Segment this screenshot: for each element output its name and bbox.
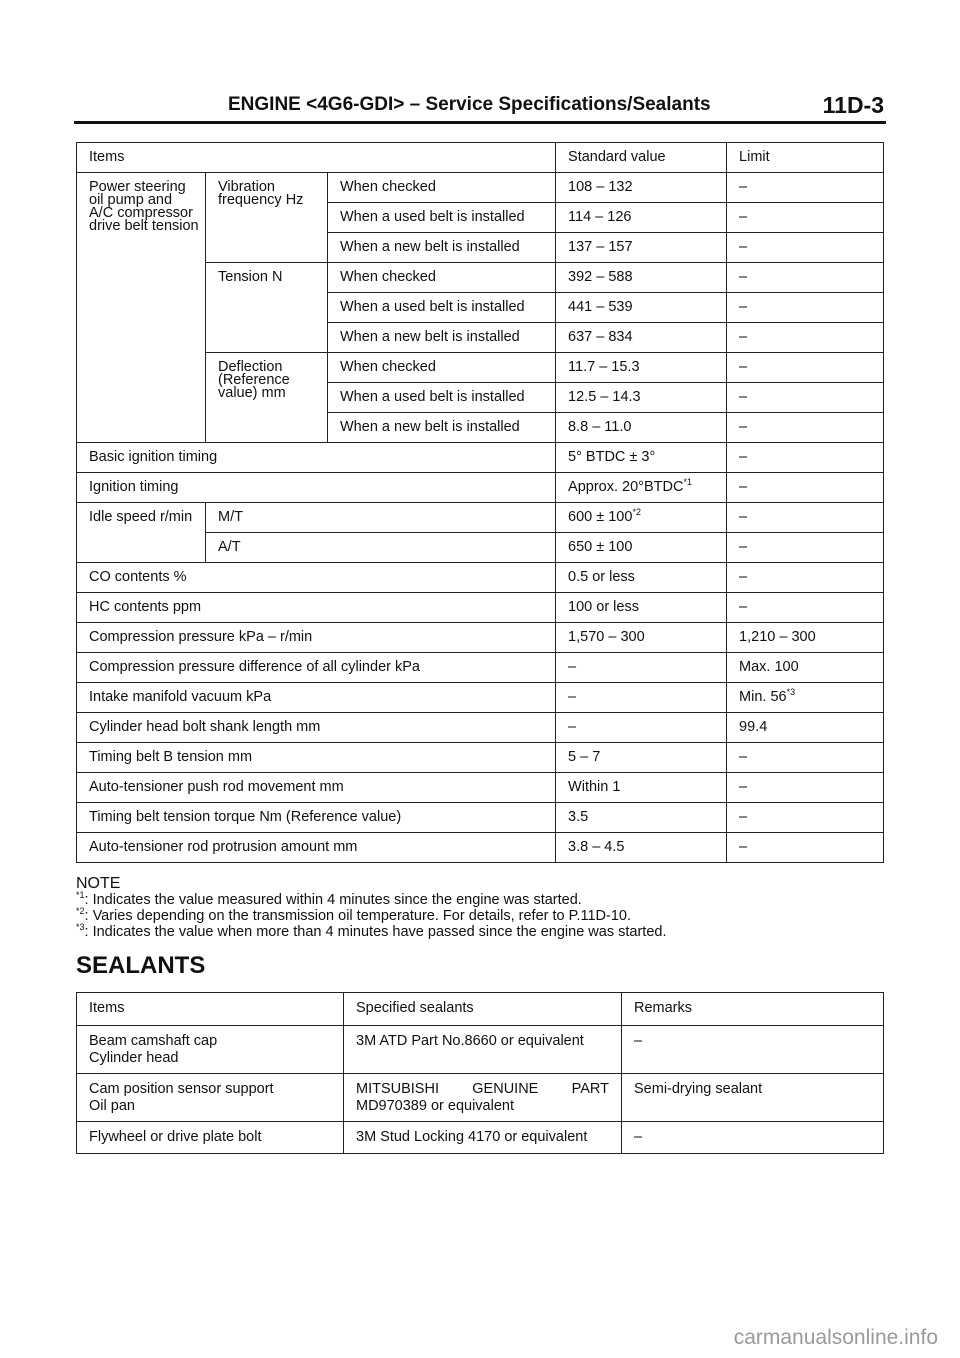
limit-cell: – bbox=[727, 173, 884, 203]
limit-cell: – bbox=[727, 383, 884, 413]
page-number: 11D-3 bbox=[822, 92, 884, 118]
footnote-mark: *3 bbox=[76, 922, 85, 933]
limit-cell: 99.4 bbox=[727, 713, 884, 743]
standard-cell: Within 1 bbox=[556, 773, 727, 803]
table-row bbox=[77, 773, 884, 803]
limit-cell: – bbox=[727, 353, 884, 383]
table-header-row bbox=[77, 993, 884, 1026]
item-cell: Basic ignition timing bbox=[77, 443, 556, 473]
limit-cell: 1,210 – 300 bbox=[727, 623, 884, 653]
limit-cell: – bbox=[727, 203, 884, 233]
standard-cell: 5° BTDC ± 3° bbox=[556, 443, 727, 473]
remarks-cell: – bbox=[622, 1026, 884, 1074]
standard-cell: 392 – 588 bbox=[556, 263, 727, 293]
standard-cell: – bbox=[556, 683, 727, 713]
note-text: : Varies depending on the transmission oil temperature. For details, refer to P.11D-10. bbox=[84, 908, 631, 924]
table-row bbox=[77, 803, 884, 833]
note-item bbox=[76, 892, 896, 908]
standard-cell: 5 – 7 bbox=[556, 743, 727, 773]
limit-value: Min. 56 bbox=[739, 689, 787, 705]
standard-cell: – bbox=[556, 713, 727, 743]
sealants-table bbox=[76, 992, 884, 1154]
group-label-line: value) mm bbox=[218, 385, 286, 401]
limit-cell: – bbox=[727, 293, 884, 323]
footnote-mark: *2 bbox=[632, 507, 641, 518]
item-cell: Timing belt B tension mm bbox=[77, 743, 556, 773]
limit-cell: – bbox=[727, 773, 884, 803]
table-row bbox=[77, 1122, 884, 1154]
table-row bbox=[77, 713, 884, 743]
item-line: Cam position sensor support bbox=[89, 1081, 274, 1097]
item-cell: CO contents % bbox=[77, 563, 556, 593]
note-item bbox=[76, 908, 896, 924]
limit-cell: Max. 100 bbox=[727, 653, 884, 683]
remarks-cell: Semi-drying sealant bbox=[622, 1074, 884, 1122]
group-label-line: frequency Hz bbox=[218, 192, 304, 208]
group-label-tension bbox=[206, 263, 328, 353]
condition-cell: When a used belt is installed bbox=[328, 383, 556, 413]
table-row bbox=[77, 743, 884, 773]
note-block bbox=[76, 876, 896, 940]
sealant-line bbox=[356, 1081, 621, 1098]
limit-cell: – bbox=[727, 803, 884, 833]
sealant-cell bbox=[344, 1074, 622, 1122]
header-remarks: Remarks bbox=[622, 993, 884, 1026]
standard-value: 600 ± 100 bbox=[568, 509, 633, 525]
sealant-cell bbox=[344, 1026, 622, 1074]
standard-cell: 12.5 – 14.3 bbox=[556, 383, 727, 413]
standard-cell: 100 or less bbox=[556, 593, 727, 623]
limit-cell bbox=[727, 683, 884, 713]
limit-cell: – bbox=[727, 263, 884, 293]
item-cell: Idle speed r/min bbox=[77, 503, 206, 563]
standard-cell: 11.7 – 15.3 bbox=[556, 353, 727, 383]
table-row bbox=[77, 563, 884, 593]
standard-cell: 108 – 132 bbox=[556, 173, 727, 203]
standard-cell: 650 ± 100 bbox=[556, 533, 727, 563]
header-sealants: Specified sealants bbox=[344, 993, 622, 1026]
standard-cell: 441 – 539 bbox=[556, 293, 727, 323]
sealant-line: 3M ATD Part No.8660 or equivalent bbox=[356, 1033, 584, 1049]
items-cell bbox=[77, 1122, 344, 1154]
table-row bbox=[77, 623, 884, 653]
service-spec-table bbox=[76, 142, 884, 863]
item-cell: Timing belt tension torque Nm (Reference value) bbox=[77, 803, 556, 833]
footnote-mark: *2 bbox=[76, 906, 85, 917]
item-line: A/C compressor bbox=[89, 205, 193, 221]
limit-cell: – bbox=[727, 233, 884, 263]
item-cell: Cylinder head bolt shank length mm bbox=[77, 713, 556, 743]
limit-cell: – bbox=[727, 593, 884, 623]
items-cell bbox=[77, 1026, 344, 1074]
group-label-vibration bbox=[206, 173, 328, 263]
condition-cell: When checked bbox=[328, 263, 556, 293]
limit-cell: – bbox=[727, 413, 884, 443]
condition-cell: When a new belt is installed bbox=[328, 323, 556, 353]
standard-cell: 8.8 – 11.0 bbox=[556, 413, 727, 443]
header-standard: Standard value bbox=[556, 143, 727, 173]
item-line: Power steering bbox=[89, 179, 186, 195]
note-title: NOTE bbox=[76, 875, 121, 892]
limit-cell: – bbox=[727, 503, 884, 533]
sub-item-cell: M/T bbox=[206, 503, 556, 533]
sealant-word: MITSUBISHI bbox=[356, 1081, 439, 1097]
condition-cell: When checked bbox=[328, 353, 556, 383]
item-line: Flywheel or drive plate bolt bbox=[89, 1129, 262, 1145]
limit-cell: – bbox=[727, 323, 884, 353]
limit-cell: – bbox=[727, 473, 884, 503]
sealant-line: 3M Stud Locking 4170 or equivalent bbox=[356, 1129, 588, 1145]
table-row bbox=[77, 503, 884, 533]
group-label-line: Vibration bbox=[218, 179, 275, 195]
item-cell: Ignition timing bbox=[77, 473, 556, 503]
item-cell: Compression pressure kPa – r/min bbox=[77, 623, 556, 653]
condition-cell: When a new belt is installed bbox=[328, 413, 556, 443]
table-header-row bbox=[77, 143, 884, 173]
remarks-cell: – bbox=[622, 1122, 884, 1154]
standard-cell: 3.5 bbox=[556, 803, 727, 833]
header-items: Items bbox=[77, 143, 556, 173]
condition-cell: When checked bbox=[328, 173, 556, 203]
limit-cell: – bbox=[727, 443, 884, 473]
item-line: Cylinder head bbox=[89, 1050, 179, 1066]
item-cell: Auto-tensioner push rod movement mm bbox=[77, 773, 556, 803]
limit-cell: – bbox=[727, 833, 884, 863]
item-cell: HC contents ppm bbox=[77, 593, 556, 623]
table-row bbox=[77, 833, 884, 863]
note-text: : Indicates the value when more than 4 minutes have passed since the engine was started. bbox=[84, 924, 667, 940]
sealants-heading: SEALANTS bbox=[76, 952, 206, 979]
item-line: drive belt tension bbox=[89, 218, 199, 234]
table-row bbox=[77, 683, 884, 713]
limit-cell: – bbox=[727, 743, 884, 773]
table-row bbox=[77, 1074, 884, 1122]
sealant-cell bbox=[344, 1122, 622, 1154]
group-label-line: Deflection bbox=[218, 359, 283, 375]
item-cell: Auto-tensioner rod protrusion amount mm bbox=[77, 833, 556, 863]
item-line: Beam camshaft cap bbox=[89, 1033, 218, 1049]
standard-cell: 637 – 834 bbox=[556, 323, 727, 353]
condition-cell: When a new belt is installed bbox=[328, 233, 556, 263]
table-row bbox=[77, 653, 884, 683]
condition-cell: When a used belt is installed bbox=[328, 203, 556, 233]
standard-cell: 0.5 or less bbox=[556, 563, 727, 593]
page-header bbox=[76, 92, 884, 120]
footnote-mark: *1 bbox=[683, 477, 692, 488]
limit-cell: – bbox=[727, 533, 884, 563]
standard-value: Approx. 20°BTDC bbox=[568, 479, 684, 495]
group-label-line: Tension N bbox=[218, 269, 283, 285]
sealant-line: MD970389 or equivalent bbox=[356, 1098, 514, 1114]
standard-cell: 114 – 126 bbox=[556, 203, 727, 233]
header-rule bbox=[74, 121, 886, 124]
standard-cell: 1,570 – 300 bbox=[556, 623, 727, 653]
item-cell: Compression pressure difference of all cylinder kPa bbox=[77, 653, 556, 683]
table-row bbox=[77, 593, 884, 623]
condition-cell: When a used belt is installed bbox=[328, 293, 556, 323]
standard-cell: 137 – 157 bbox=[556, 233, 727, 263]
header-items: Items bbox=[77, 993, 344, 1026]
sealant-word: GENUINE bbox=[472, 1081, 539, 1097]
limit-cell: – bbox=[727, 563, 884, 593]
note-text: : Indicates the value measured within 4 minutes since the engine was started. bbox=[84, 892, 582, 908]
header-limit: Limit bbox=[727, 143, 884, 173]
footnote-mark: *3 bbox=[786, 687, 796, 698]
group-label-line: (Reference bbox=[218, 372, 290, 388]
group-label-deflection bbox=[206, 353, 328, 443]
table-row bbox=[77, 173, 884, 203]
item-line: oil pump and bbox=[89, 192, 173, 208]
table-row bbox=[77, 1026, 884, 1074]
item-line: Oil pan bbox=[89, 1098, 135, 1114]
table-row bbox=[77, 473, 884, 503]
sealant-word: PART bbox=[571, 1081, 609, 1097]
sub-item-cell: A/T bbox=[206, 533, 556, 563]
items-cell bbox=[77, 1074, 344, 1122]
standard-cell: 3.8 – 4.5 bbox=[556, 833, 727, 863]
note-item bbox=[76, 924, 896, 940]
standard-cell: – bbox=[556, 653, 727, 683]
watermark: carmanualsonline.info bbox=[733, 1326, 938, 1349]
footnote-mark: *1 bbox=[76, 890, 85, 901]
belt-item-cell bbox=[77, 173, 206, 443]
item-cell: Intake manifold vacuum kPa bbox=[77, 683, 556, 713]
table-row bbox=[77, 443, 884, 473]
page-title: ENGINE <4G6-GDI> – Service Specifications/Sealants bbox=[228, 94, 711, 115]
standard-cell bbox=[556, 503, 727, 533]
standard-cell bbox=[556, 473, 727, 503]
